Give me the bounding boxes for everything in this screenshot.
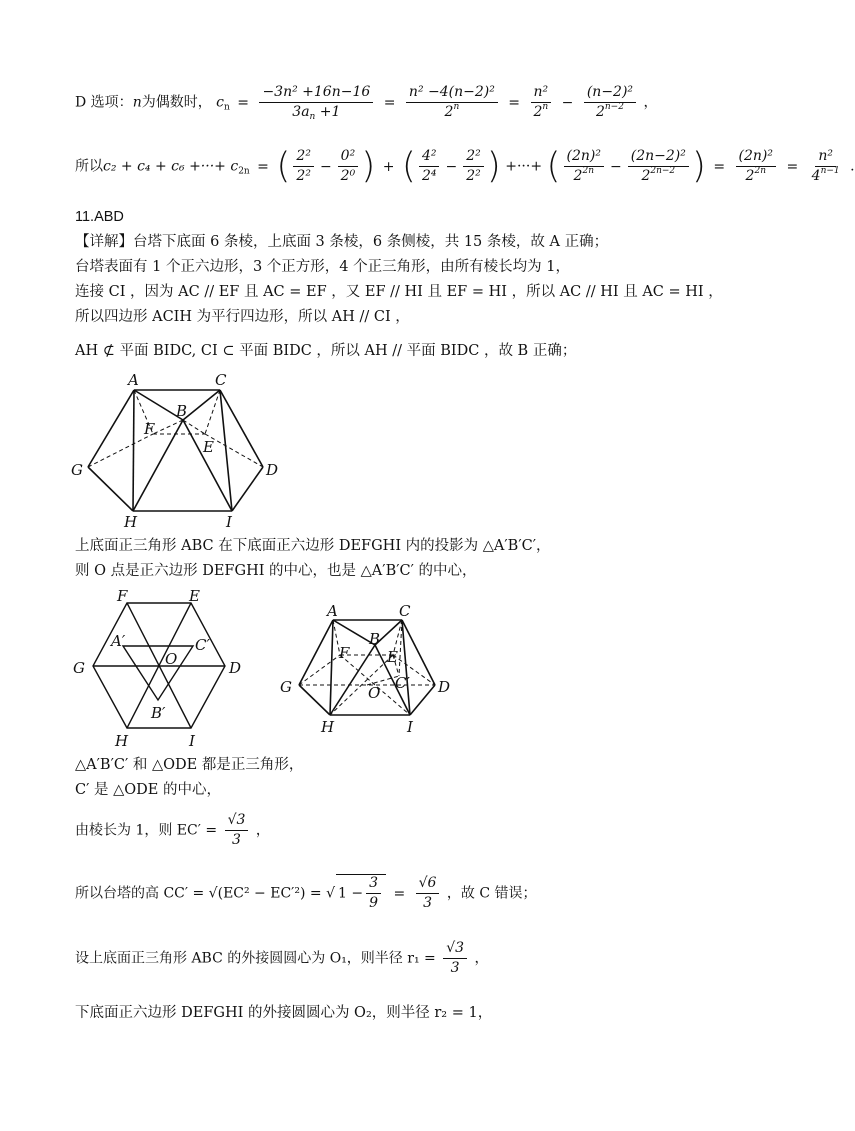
text-line-4: 所以四边形 ACIH 为平行四边形，所以 AH // CI ， <box>75 309 410 325</box>
text-line-5: AH ⊄ 平面 BIDC, CI ⊂ 平面 BIDC ，所以 AH // 平面 BIDC ，故 B 正确； <box>75 343 577 359</box>
fig2-label-E: E <box>189 587 200 605</box>
fig1-label-D: D <box>266 461 279 479</box>
sum-formula: 所以c₂ + c₄ + c₆ +···+ $c_{2n}$ = ( $\frac{\text{2²}}{\text{2²}}$ − $\frac{\text{0²}}{\text{2⁰}}$ ) + ( $\frac{\text{4²}}{\text{2⁴}}$ − $\frac{\text{2²}}{\text{2²}}$ ) +···+ ( $\frac{\text{(2n)²}}{2^{2n}}$ − $\frac{\text{(2n−2)²}}{2^{2n-2}}$ ) = $\frac{\text{(2n)²}}{2^{2n}}$ = $\frac{\text{n²}}{4^{n-1}}$ . <box>75 145 855 187</box>
fig3-label-Cp: C′ <box>395 674 410 692</box>
d-c-sub: n <box>224 102 230 113</box>
fig2-label-O: O <box>165 650 178 668</box>
fig3-label-I: I <box>407 718 413 736</box>
text-line-1: 【详解】台塔下底面 6 条棱，上底面 3 条棱，6 条侧棱，共 15 条棱，故 A 正确； <box>75 234 609 250</box>
fig1-label-F: F <box>144 420 155 438</box>
d-frac-4: $\frac{\text{(n−2)²}}{2^{n-2}}$ <box>584 84 636 121</box>
figure-tower-2 <box>275 600 465 740</box>
text-line-3: 连接 CI ，因为 AC // EF 且 AC = EF ，又 EF // HI 且 EF = HI ，所以 AC // HI 且 AC = HI ， <box>75 284 723 300</box>
d-frac-3: $\frac{\text{n²}}{2^n}$ <box>530 84 551 121</box>
d-frac-1: $\frac{\text{−3n² +16n−16}}{3a_n +1}$ <box>259 84 373 121</box>
d-cond: 为偶数时， <box>141 94 212 111</box>
fig1-label-I: I <box>226 513 232 531</box>
fig3-label-F: F <box>339 644 350 662</box>
fig2-label-G: G <box>73 659 85 677</box>
text-line-12: 设上底面正三角形 ABC 的外接圆圆心为 O₁，则半径 r₁ = $\frac{√3}{3}$ ， <box>75 940 489 976</box>
fig1-label-B: B <box>176 402 188 420</box>
figure-tower-1 <box>60 372 300 532</box>
fig2-label-Ap: A′ <box>111 632 126 650</box>
fig1-label-C: C <box>215 371 227 389</box>
answer-heading: 11.ABD <box>75 209 124 225</box>
fig3-label-B: B <box>369 630 381 648</box>
text-line-8: △A′B′C′ 和 △ODE 都是正三角形， <box>75 757 304 773</box>
fig1-label-A: A <box>128 371 139 389</box>
text-line-13: 下底面正六边形 DEFGHI 的外接圆圆心为 O₂，则半径 r₂ = 1， <box>75 1005 493 1021</box>
d-frac-2: $\frac{\text{n² −4(n−2)²}}{2^n}$ <box>406 84 498 121</box>
fig3-label-O: O <box>368 684 381 702</box>
text-line-2: 台塔表面有 1 个正六边形，3 个正方形，4 个正三角形，由所有棱长均为 1， <box>75 259 570 275</box>
d-option-formula: D 选项：n为偶数时， $c_n$ = $\frac{\text{−3n² +16n−16}}{3a_n +1}$ = $\frac{\text{n² −4(n−2)²}}{2^n}$ = $\frac{\text{n²}}{2^n}$ − $\frac{\text{(n−2)²}}{2^{n-2}}$ ， <box>75 84 658 122</box>
fig1-label-E: E <box>203 438 214 456</box>
fig2-label-F: F <box>117 587 128 605</box>
fig3-label-A: A <box>327 602 338 620</box>
text-line-11: 所以台塔的高 CC′ = √(EC² − EC′²) = √ 1 − $\frac{3}{9}$ = $\frac{√6}{3}$ ，故 C 错误； <box>75 875 537 911</box>
text-line-6: 上底面正三角形 ABC 在下底面正六边形 DEFGHI 内的投影为 △A′B′C′， <box>75 538 551 554</box>
d-c: c <box>216 94 225 111</box>
figure-hexagon-projection <box>65 588 255 748</box>
text-line-7: 则 O 点是正六边形 DEFGHI 的中心，也是 △A′B′C′ 的中心， <box>75 563 477 579</box>
fig1-label-H: H <box>124 513 138 531</box>
fig2-label-Cp: C′ <box>195 636 210 654</box>
d-n: n <box>132 94 142 111</box>
d-prefix: D 选项： <box>75 94 133 111</box>
fig2-label-Bp: B′ <box>151 704 166 722</box>
fig2-label-H: H <box>115 732 129 750</box>
fig3-label-E: E <box>387 648 398 666</box>
fig2-label-D: D <box>229 659 242 677</box>
fig1-label-G: G <box>71 461 83 479</box>
fig2-label-I: I <box>189 732 195 750</box>
fig3-label-H: H <box>321 718 335 736</box>
fig3-label-G: G <box>280 678 292 696</box>
text-line-9: C′ 是 △ODE 的中心， <box>75 782 221 798</box>
fig3-label-D: D <box>438 678 451 696</box>
text-line-10: 由棱长为 1，则 EC′ = $\frac{√3}{3}$ ， <box>75 812 270 848</box>
fig3-label-C: C <box>399 602 411 620</box>
